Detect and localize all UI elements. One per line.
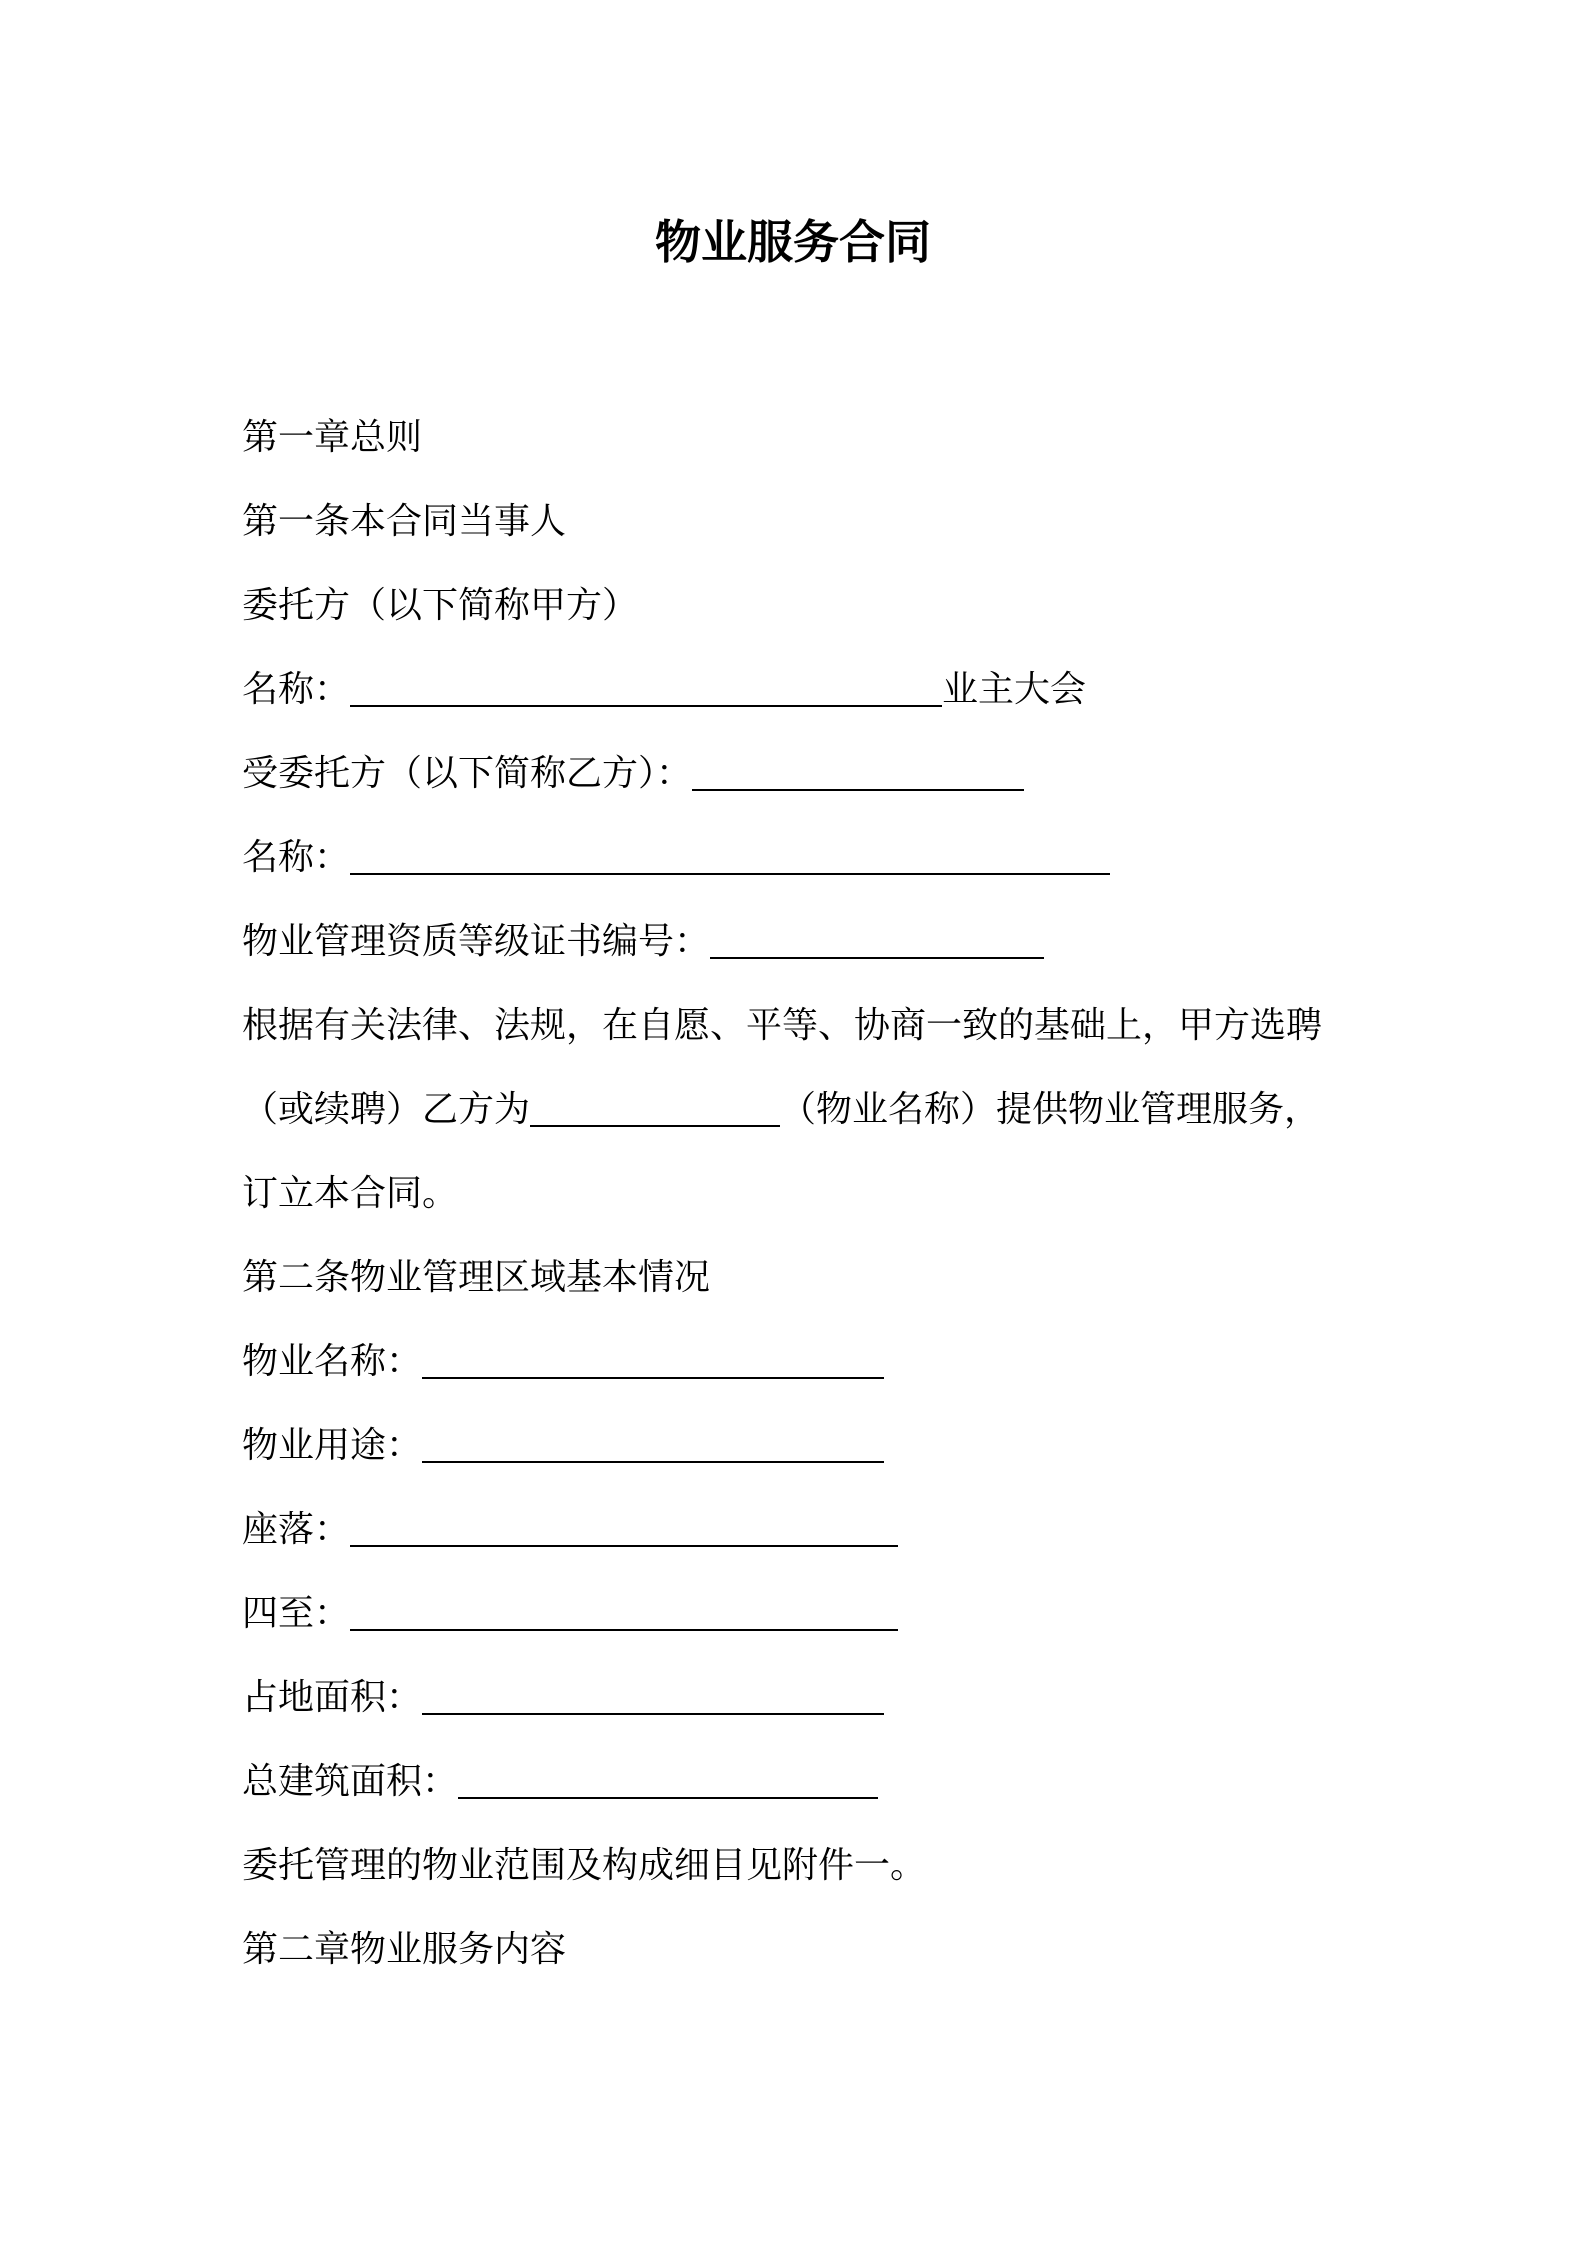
party-b-blank[interactable]	[692, 788, 1024, 791]
property-name-inline-blank[interactable]	[530, 1124, 780, 1127]
location-row	[242, 1506, 898, 1554]
party-a-name-row	[242, 666, 1086, 714]
party-a-name-blank[interactable]	[350, 704, 942, 707]
qualification-cert-blank[interactable]	[710, 956, 1044, 959]
preamble-line-1: 根据有关法律、法规，在自愿、平等、协商一致的基础上，甲方选聘	[242, 1005, 1323, 1046]
document-title: 物业服务合同	[655, 215, 931, 269]
property-use-blank[interactable]	[422, 1460, 884, 1463]
party-b-name-row	[242, 834, 1110, 882]
article-2-heading: 第二条物业管理区域基本情况	[242, 1257, 711, 1298]
floor-area-label: 总建筑面积：	[242, 1761, 459, 1802]
property-use-label: 物业用途：	[242, 1425, 423, 1466]
qualification-cert-label: 物业管理资质等级证书编号：	[242, 921, 711, 962]
property-name-blank[interactable]	[422, 1376, 884, 1379]
chapter-1-heading: 第一章总则	[242, 417, 423, 458]
property-name-label: 物业名称：	[242, 1341, 423, 1382]
preamble-line-2-suffix: （物业名称）提供物业管理服务，	[780, 1089, 1321, 1130]
boundaries-row	[242, 1590, 898, 1638]
preamble-line-2-label: （或续聘）乙方为	[242, 1089, 531, 1130]
preamble-line-3: 订立本合同。	[242, 1173, 459, 1214]
property-use-row	[242, 1422, 884, 1470]
land-area-row	[242, 1674, 884, 1722]
party-a-name-suffix: 业主大会	[942, 669, 1087, 710]
chapter-2-heading: 第二章物业服务内容	[242, 1929, 567, 1970]
property-name-row	[242, 1338, 884, 1386]
boundaries-blank[interactable]	[350, 1628, 898, 1631]
qualification-cert-row	[242, 918, 1044, 966]
article-1-heading: 第一条本合同当事人	[242, 501, 567, 542]
land-area-blank[interactable]	[422, 1712, 884, 1715]
location-blank[interactable]	[350, 1544, 898, 1547]
party-b-name-blank[interactable]	[350, 872, 1110, 875]
land-area-label: 占地面积：	[242, 1677, 423, 1718]
party-a-name-label: 名称：	[242, 669, 351, 710]
preamble-line-2-row	[242, 1086, 1320, 1134]
floor-area-blank[interactable]	[458, 1796, 878, 1799]
scope-note: 委托管理的物业范围及构成细目见附件一。	[242, 1845, 927, 1886]
floor-area-row	[242, 1758, 878, 1806]
party-b-name-label: 名称：	[242, 837, 351, 878]
party-b-heading-row	[242, 750, 1024, 798]
location-label: 座落：	[242, 1509, 351, 1550]
boundaries-label: 四至：	[242, 1593, 351, 1634]
party-a-heading: 委托方（以下简称甲方）	[242, 585, 639, 626]
party-b-heading-label: 受委托方（以下简称乙方）：	[242, 753, 693, 794]
